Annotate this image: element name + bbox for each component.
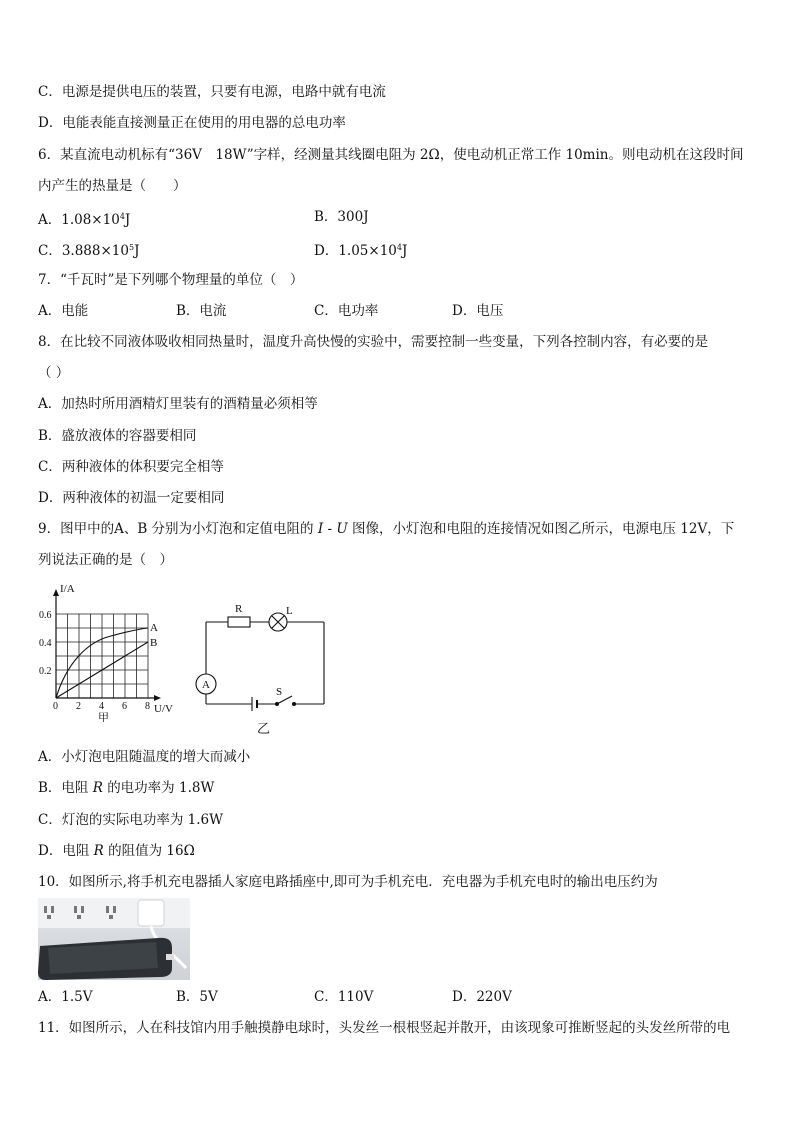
resistor-label: R (235, 603, 243, 615)
graph-caption: 甲 (98, 712, 109, 722)
option-c-prev: C．电源是提供电压的装置，只要有电源，电路中就有电流 (38, 84, 386, 100)
q10-option-a: A．1.5V (38, 989, 93, 1005)
q9-option-d: D．电阻 R 的阻值为 16Ω (38, 843, 195, 859)
phone-charger-photo (38, 898, 190, 980)
q9-option-c: C．灯泡的实际电功率为 1.6W (38, 812, 223, 828)
q6-stem-line2: 内产生的热量是（ ） (38, 178, 187, 194)
x-tick-6: 6 (122, 701, 127, 712)
x-axis-arrow (154, 695, 161, 701)
resistor-symbol (228, 617, 250, 627)
circuit-diagram (194, 598, 334, 738)
lamp-label: L (286, 605, 293, 617)
q6-option-a: A．$1.08\times 10^4J$ (38, 212, 131, 228)
q6-stem-line1: 6．某直流电动机标有“36V 18W”字样，经测量其线圈电阻为 2Ω，使电动机正常工作 10min。则电动机在这段时间 (38, 147, 744, 163)
x-tick-4: 4 (99, 701, 104, 712)
q7-option-c: C．电功率 (314, 303, 379, 319)
iu-graph (36, 580, 186, 722)
q7-option-a: A．电能 (38, 303, 89, 319)
q8-option-b: B．盛放液体的容器要相同 (38, 428, 197, 444)
q9-stem-line1: 9．图甲中的A、B 分别为小灯泡和定值电阻的 I - U 图像，小灯泡和电阻的连接情况如图乙所示，电源电压 12V，下 (38, 521, 735, 537)
x-tick-2: 2 (76, 701, 81, 712)
q8-stem-line2: （ ） (38, 365, 70, 381)
y-tick-0-4: 0.4 (39, 638, 52, 649)
x-tick-0: 0 (53, 701, 58, 712)
q10-option-c: C．110V (314, 989, 374, 1005)
ammeter-label: A (202, 679, 210, 691)
q10-stem: 10．如图所示,将手机充电器插人家庭电路插座中,即可为手机充电．充电器为手机充电时的输出电压约为 (38, 874, 658, 890)
q6-option-c: C．$3.888\times 10^5J$ (38, 243, 140, 259)
q6-option-b: B．300J (314, 209, 369, 225)
q9-option-a: A．小灯泡电阻随温度的增大而减小 (38, 749, 251, 765)
curve-a-label: A (150, 622, 158, 634)
y-axis-label: I/A (60, 583, 75, 595)
q11-stem: 11．如图所示，人在科技馆内用手触摸静电球时，头发丝一根根竖起并散开，由该现象可推断竖起的头发丝所带的电 (38, 1020, 731, 1036)
q7-option-b: B．电流 (176, 303, 227, 319)
x-axis-label: U/V (154, 703, 173, 715)
curve-b-label: B (150, 637, 158, 649)
q10-option-d: D．220V (452, 989, 512, 1005)
phone-charger-illustration (38, 898, 190, 980)
option-d-prev: D．电能表能直接测量正在使用的用电器的总电功率 (38, 115, 346, 131)
y-tick-0-6: 0.6 (39, 610, 52, 621)
q8-stem-line1: 8．在比较不同液体吸收相同热量时，温度升高快慢的实验中，需要控制一些变量，下列各控制内容，有必要的是 (38, 334, 709, 350)
y-tick-0-2: 0.2 (39, 666, 52, 677)
x-tick-8: 8 (145, 701, 150, 712)
q6-option-d: D．$1.05\times 10^4J$ (314, 243, 408, 259)
circuit-caption: 乙 (257, 721, 271, 736)
q8-option-a: A．加热时所用酒精灯里装有的酒精量必须相等 (38, 396, 318, 412)
switch-label: S (276, 686, 283, 698)
y-axis-arrow (53, 589, 59, 596)
q8-option-d: D．两种液体的初温一定要相同 (38, 490, 225, 506)
q9-stem-line2: 列说法正确的是（ ） (38, 552, 173, 568)
q7-stem: 7．“千瓦时”是下列哪个物理量的单位（ ） (38, 272, 304, 288)
q9-option-b: B．电阻 R 的电功率为 1.8W (38, 780, 215, 796)
q7-option-d: D．电压 (452, 303, 504, 319)
q8-option-c: C．两种液体的体积要完全相等 (38, 459, 224, 475)
q10-option-b: B．5V (176, 989, 218, 1005)
